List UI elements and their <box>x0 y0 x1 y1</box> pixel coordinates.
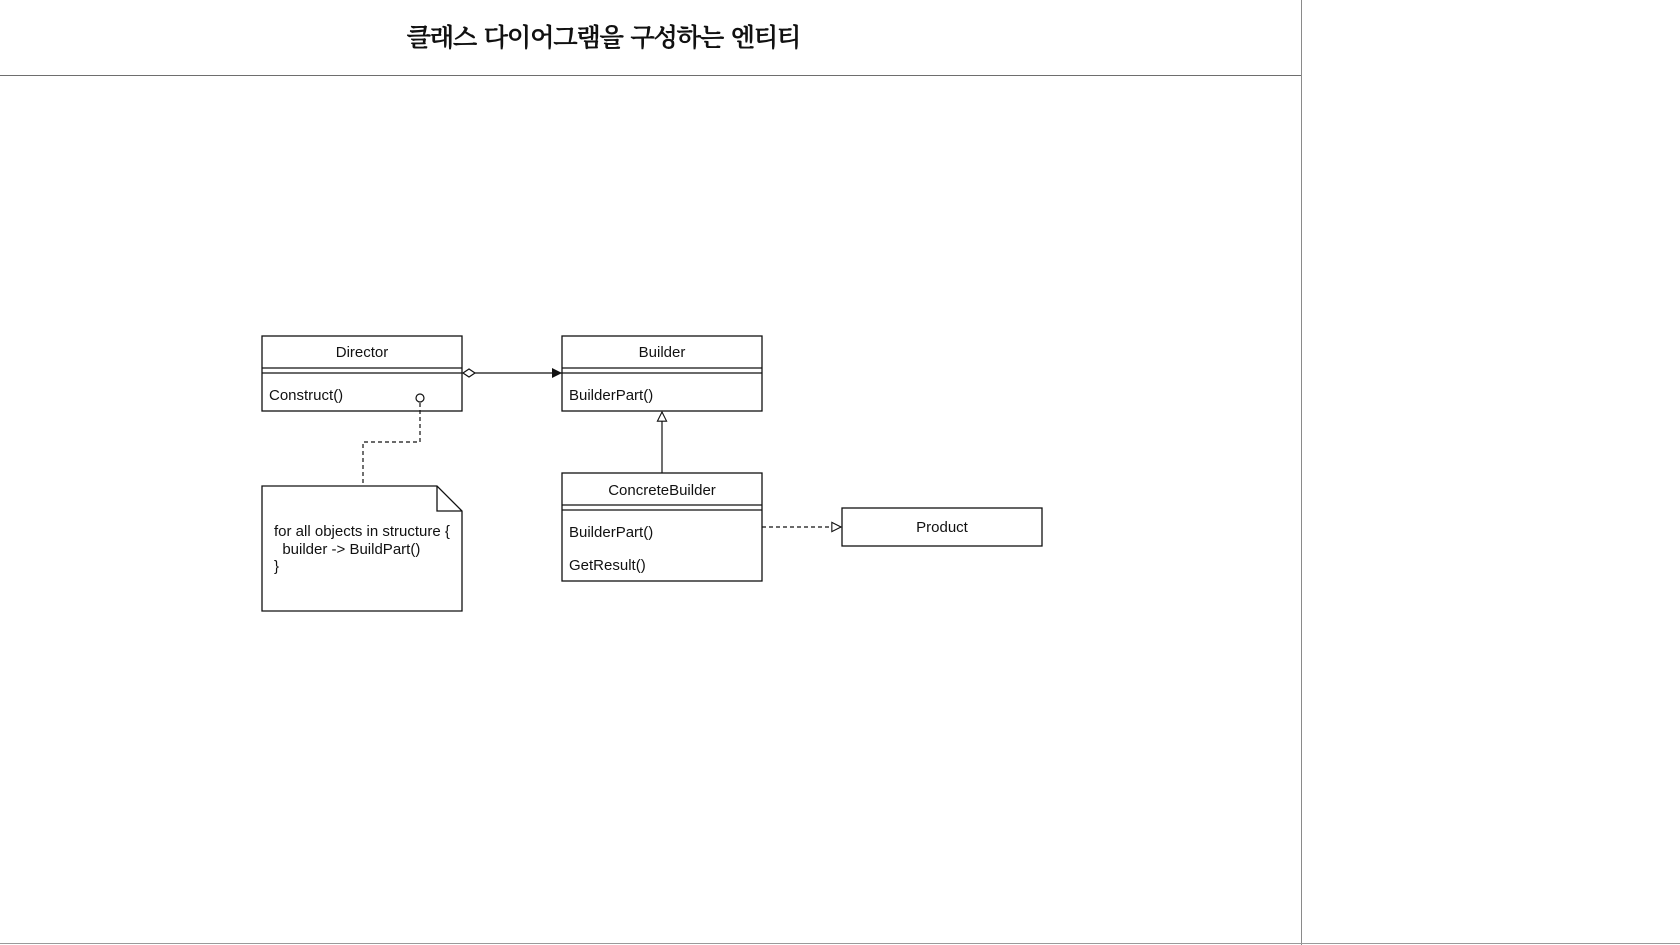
class-concrete-builder-operation: BuilderPart() <box>569 524 654 541</box>
class-director-operation: Construct() <box>269 387 344 404</box>
class-director[interactable] <box>262 336 462 411</box>
page-title-text: 클래스 다이어그램을 구성하는 엔티티 <box>406 23 801 52</box>
note-line: builder -> BuildPart() <box>274 541 421 558</box>
class-builder-name: Builder <box>638 344 686 361</box>
bottom-border <box>0 943 1680 944</box>
aggregation-diamond <box>463 369 475 377</box>
class-concrete-builder[interactable] <box>562 473 762 581</box>
note-line: } <box>274 558 280 575</box>
class-product[interactable] <box>842 508 1042 546</box>
class-builder-operation: BuilderPart() <box>569 387 654 404</box>
aggregation-director-builder[interactable] <box>463 369 562 377</box>
class-director-name: Director <box>335 344 389 361</box>
note[interactable] <box>262 486 462 611</box>
class-builder[interactable] <box>562 336 762 411</box>
note-anchor-line <box>363 403 420 486</box>
class-concrete-builder-operation: GetResult() <box>569 557 646 574</box>
class-concrete-builder-name: ConcreteBuilder <box>608 482 716 499</box>
note-line: for all objects in structure { <box>274 523 450 540</box>
right-panel-divider <box>1301 0 1302 945</box>
class-product-name: Product <box>916 519 968 536</box>
note-anchor-circle <box>416 394 424 402</box>
